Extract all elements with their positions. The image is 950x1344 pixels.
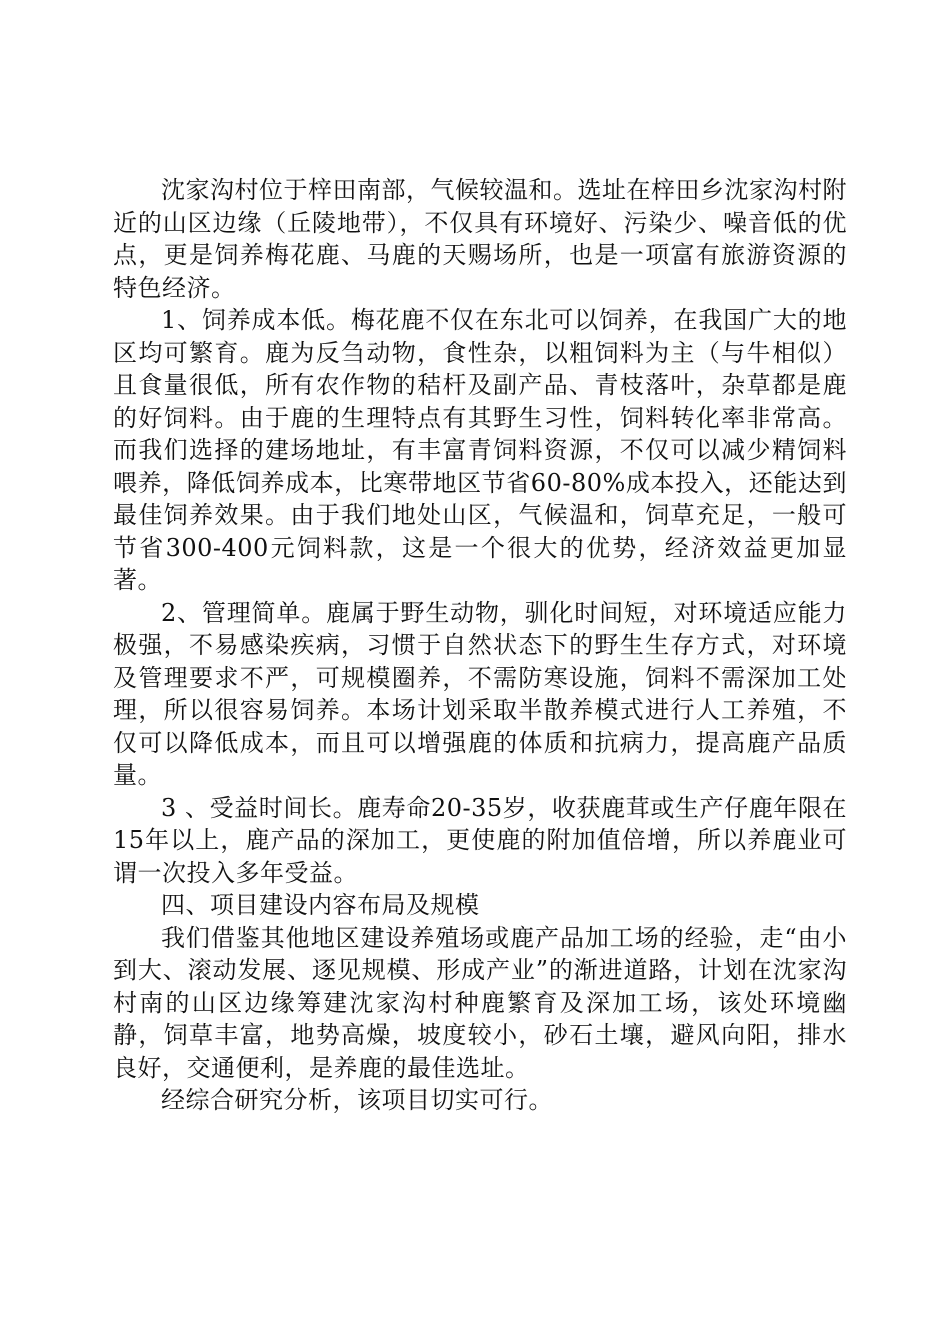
paragraph-long-benefit: 3 、受益时间长。鹿寿命20-35岁，收获鹿茸或生产仔鹿年限在15年以上，鹿产品的深加工，更使鹿的附加值倍增，所以养鹿业可谓一次投入多年受益。 xyxy=(113,793,847,887)
paragraph-project-plan: 我们借鉴其他地区建设养殖场或鹿产品加工场的经验，走“由小到大、滚动发展、逐见规模、形成产业”的渐进道路，计划在沈家沟村南的山区边缘筹建沈家沟村种鹿繁育及深加工场，该处环境幽静，饲草丰富，地势高燥，坡度较小，砂石土壤，避风向阳，排水良好，交通便利，是养鹿的最佳选址。 xyxy=(113,923,847,1082)
paragraph-simple-management: 2、管理简单。鹿属于野生动物，驯化时间短，对环境适应能力极强，不易感染疾病，习惯于自然状态下的野生生存方式，对环境及管理要求不严，可规模圈养，不需防寒设施，饲料不需深加工处理，所以很容易饲养。本场计划采取半散养模式进行人工养殖，不仅可以降低成本，而且可以增强鹿的体质和抗病力，提高鹿产品质量。 xyxy=(113,598,847,789)
document-body xyxy=(113,174,847,1117)
section-heading-project-layout: 四、项目建设内容布局及规模 xyxy=(161,891,480,919)
paragraph-intro: 沈家沟村位于梓田南部，气候较温和。选址在梓田乡沈家沟村附近的山区边缘（丘陵地带），不仅具有环境好、污染少、噪音低的优点，更是饲养梅花鹿、马鹿的天赐场所，也是一项富有旅游资源的特色经济。 xyxy=(113,176,847,302)
paragraph-conclusion: 经综合研究分析，该项目切实可行。 xyxy=(161,1086,553,1114)
paragraph-low-cost: 1、饲养成本低。梅花鹿不仅在东北可以饲养，在我国广大的地区均可繁育。鹿为反刍动物，食性杂，以粗饲料为主（与牛相似）且食量很低，所有农作物的秸杆及副产品、青枝落叶，杂草都是鹿的好饲料。由于鹿的生理特点有其野生习性，饲料转化率非常高。而我们选择的建场地址，有丰富青饲料资源，不仅可以减少精饲料喂养，降低饲养成本，比寒带地区节省60-80%成本投入，还能达到最佳饲养效果。由于我们地处山区，气候温和，饲草充足，一般可节省300-400元饲料款，这是一个很大的优势，经济效益更加显著。 xyxy=(113,306,847,594)
